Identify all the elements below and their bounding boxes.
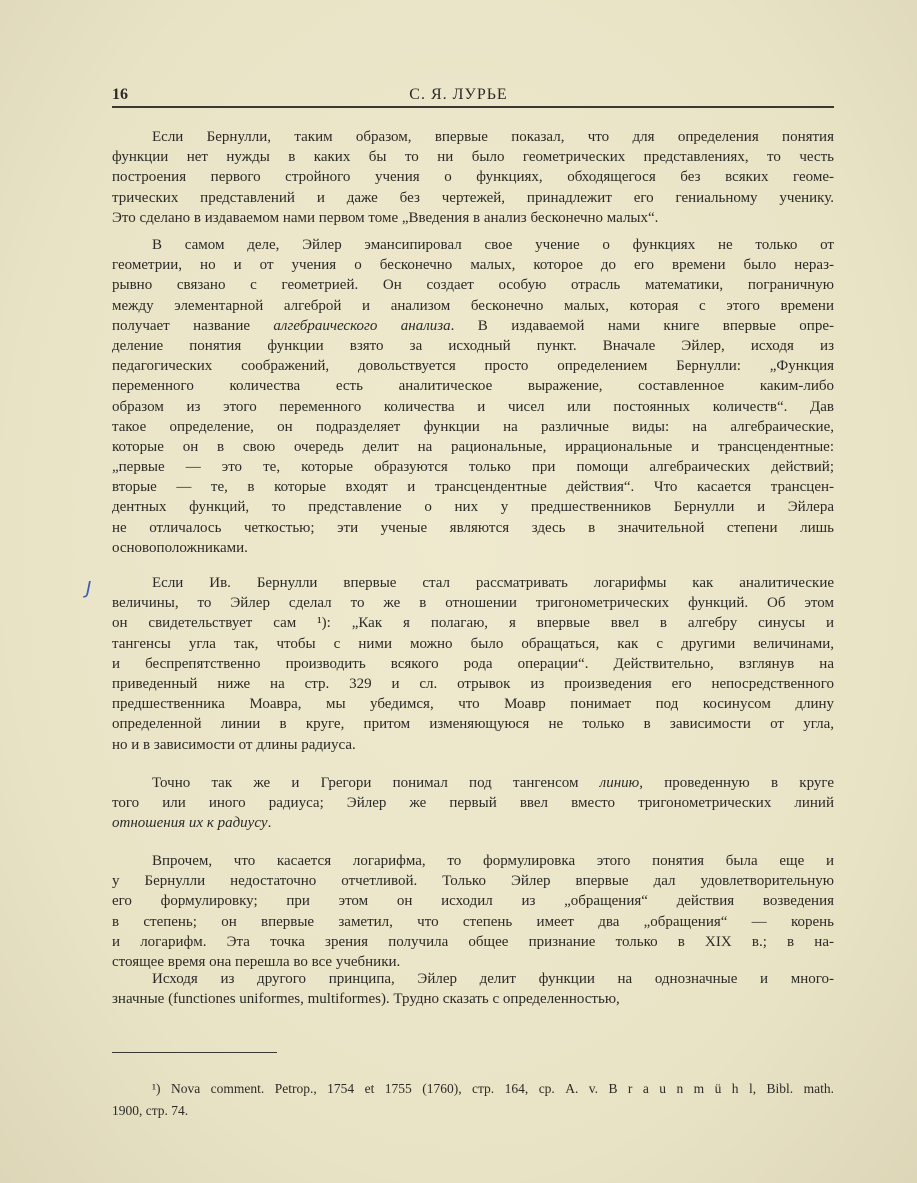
- text-line: функции нет нужды в каких бы то ни было геометрических представлениях, то честь: [112, 149, 834, 166]
- text-line: но и в зависимости от длины радиуса.: [112, 736, 356, 753]
- text-line: построения первого стройного учения о функциях, обходящегося без всяких геоме-: [112, 169, 834, 186]
- text-line: в степень; он впервые заметил, что степень имеет два „обращения“ — корень: [112, 913, 834, 930]
- text-line: „первые — это те, которые образуются только при помощи алгебраических действий;: [112, 459, 834, 476]
- text-line: тангенсы угла так, чтобы с ними можно было обращаться, как с другими величинами,: [112, 635, 834, 652]
- text-line: деление понятия функции взято за исходный пункт. Вначале Эйлер, исходя из: [112, 337, 834, 354]
- text-line: приведенный ниже на стр. 329 и сл. отрывок из произведения его непосредственного: [112, 675, 834, 692]
- header-rule: [112, 106, 834, 108]
- text-line: и беспрепятственно производить всякого рода операции“. Действительно, взглянув на: [112, 655, 834, 672]
- text-line: Исходя из другого принципа, Эйлер делит функции на однозначные и много-: [152, 971, 834, 987]
- text-line: Если Бернулли, таким образом, впервые показал, что для определения понятия: [152, 129, 834, 145]
- text-line: Впрочем, что касается логарифма, то формулировка этого понятия была еще и: [152, 853, 834, 869]
- text-line: трических представлений и даже без чертежей, принадлежит его гениальному ученику.: [112, 189, 834, 206]
- text-line: педагогических соображений, довольствуется просто определением Бернулли: „Функция: [112, 358, 834, 375]
- paragraph-2: [112, 235, 834, 558]
- text-line: определенной линии в круге, притом изменяющуюся не только в зависимости от угла,: [112, 716, 834, 733]
- paragraph-5: [112, 851, 834, 972]
- italic-term: отношения их к радиусу: [112, 815, 268, 832]
- page-number: 16: [112, 86, 128, 103]
- text-line: и логарифм. Эта точка зрения получила общее признание только в XIX в.; в на-: [112, 933, 834, 950]
- text-segment: Точно так же и Грегори понимал под тангенсом: [152, 775, 600, 791]
- text-line: рывно связано с геометрией. Он создает особую отрасль математики, пограничную: [112, 277, 834, 294]
- text-segment: получает название: [112, 317, 274, 334]
- text-line: Если Ив. Бернулли впервые стал рассматривать логарифмы как аналитические: [152, 575, 834, 591]
- text-line: стоящее время она перешла во все учебники.: [112, 953, 401, 970]
- text-line: дентных функций, то представление о них у предшественников Бернулли и Эйлера: [112, 499, 834, 516]
- text-line: [112, 773, 834, 793]
- text-line: переменного количества есть аналитическое выражение, составленное каким-либо: [112, 378, 834, 395]
- text-line: предшественника Моавра, мы убедимся, что Моавр понимает под косинусом длину: [112, 696, 834, 713]
- running-title: С. Я. ЛУРЬЕ: [409, 86, 508, 103]
- footnote-rule: [112, 1052, 277, 1053]
- text-line: он свидетельствует сам ¹): „Как я полагаю, я впервые ввел в алгебру синусы и: [112, 615, 834, 632]
- text-line: [112, 316, 834, 336]
- text-line: того или иного радиуса; Эйлер же первый ввел вместо тригонометрических линий: [112, 795, 834, 812]
- paragraph-3: [112, 573, 834, 755]
- text-line: между элементарной алгеброй и анализом бесконечно малых, которая с этого времени: [112, 297, 834, 314]
- text-line: его формулировку; при этом он исходил из „обращения“ действия возведения: [112, 893, 834, 910]
- text-segment: .: [267, 815, 272, 832]
- margin-checkmark-annotation: J: [86, 578, 92, 599]
- text-line: образом из этого переменного количества и чисел или постоянных количеств“. Дав: [112, 398, 834, 415]
- text-line: у Бернулли недостаточно отчетливой. Только Эйлер впервые дал удовлетворительную: [112, 873, 834, 890]
- text-line: такое определение, он подразделяет функции на различные виды: на алгебраические,: [112, 418, 834, 435]
- text-line: значные (functiones uniformes, multiformes). Трудно сказать с определенностью,: [112, 991, 620, 1008]
- text-line: величины, то Эйлер сделал то же в отношении тригонометрических функций. Об этом: [112, 595, 834, 612]
- text-line: основоположниками.: [112, 539, 248, 556]
- footnote: [112, 1078, 834, 1122]
- italic-term: линию: [599, 775, 640, 791]
- text-line: вторые — те, в которые входят и трансцендентные действия“. Что касается трансцен-: [112, 479, 834, 496]
- footnote-line: ¹) Nova comment. Petrop., 1754 et 1755 (1760), стр. 164, ср. A. v. B r a u n m ü h l, Bibl. math.: [152, 1081, 834, 1096]
- paragraph-4: [112, 773, 834, 834]
- footnote-line: 1900, стр. 74.: [112, 1103, 189, 1118]
- text-segment: . В издаваемой нами книге впервые опре-: [450, 317, 834, 334]
- paragraph-6: [112, 969, 834, 1009]
- paragraph-1: [112, 127, 834, 228]
- italic-term: алгебраического анализа: [273, 317, 451, 334]
- text-line: В самом деле, Эйлер эмансипировал свое учение о функциях не только от: [152, 237, 834, 253]
- text-line: которые он в свою очередь делит на рациональные, иррациональные и трансцендентные:: [112, 438, 834, 455]
- text-line: геометрии, но и от учения о бесконечно малых, которое до его времени было нераз-: [112, 257, 834, 274]
- text-line: не отличалось четкостью; эти ученые являются здесь в значительной степени лишь: [112, 519, 834, 536]
- text-segment: , проведенную в круге: [639, 775, 834, 791]
- text-line: [112, 813, 834, 833]
- text-line: Это сделано в издаваемом нами первом томе „Введения в анализ бесконечно малых“.: [112, 209, 659, 226]
